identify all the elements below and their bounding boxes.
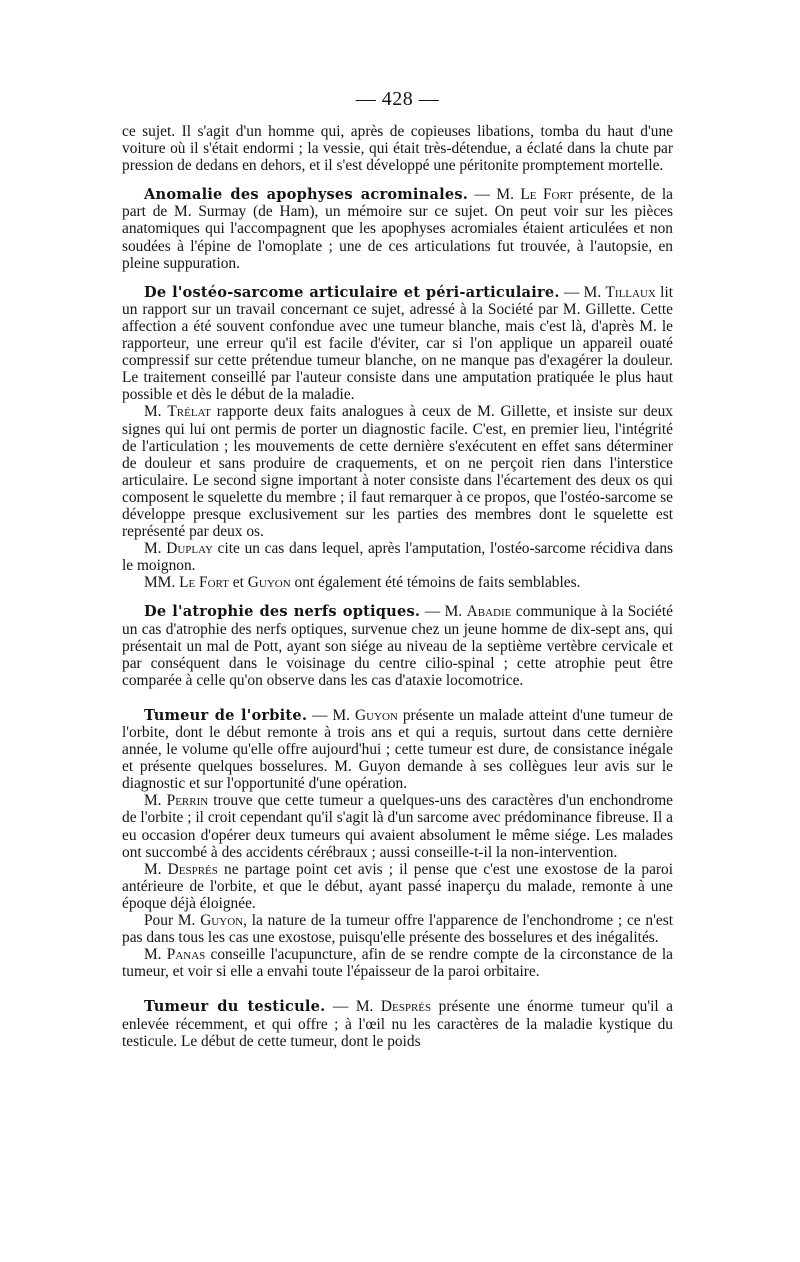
- paragraph-p8: [122, 707, 673, 792]
- paragraph-p4: [122, 403, 673, 540]
- person-name: Le Fort: [179, 574, 229, 592]
- body-text: lit un rapport sur un travail concernant ce sujet, adressé à la Société par M. Gillette. Cette affection a été souvent confondue avec une tumeur blanche, mais c'est là, d'après M. le rapporteur, une erreur qu'il est facile d'éviter, car si l'on applique un appareil ouaté compressif sur cette prétendue tumeur blanche, on ne manque pas d'exagérer la douleur. Le traitement conseillé par l'auteur consiste dans une amputation pratiquée le plus haut possible et dès le début de la maladie.: [122, 283, 673, 404]
- body-text: ont également été témoins de faits semblables.: [290, 574, 581, 592]
- body-text: conseille l'acupuncture, afin de se rendre compte de la circonstance de la tumeur, et voir si elle a envahi toute l'épaisseur de la paroi orbitaire.: [122, 946, 673, 981]
- body-text: et: [228, 574, 248, 592]
- person-name: Duplay: [166, 540, 213, 558]
- person-name: Abadie: [466, 603, 512, 621]
- text-body: [122, 123, 673, 1050]
- body-text: ce sujet. Il s'agit d'un homme qui, après de copieuses libations, tomba du haut d'une voiture où il s'était endormi ; la vessie, qui était très-détendue, a éclaté dans la chute par pression de dedans en dehors, et il s'est développé une péritonite promptement mortelle.: [122, 123, 673, 175]
- person-name: Guyon: [354, 706, 398, 724]
- body-text: M.: [144, 792, 167, 810]
- paragraph-p1: [122, 123, 673, 174]
- paragraph-p7: [122, 603, 673, 688]
- body-text: M.: [144, 946, 167, 964]
- book-page: [122, 88, 673, 1050]
- body-text: M.: [144, 540, 167, 558]
- body-text: présente, de la part de M. Surmay (de Ham), un mémoire sur ce sujet. On peut voir sur les pièces anatomiques qui l'accompagnent que les apophyses acromiales étaient articulées et non soudées à l'épine de l'omoplate ; une de ces articulations fut trouvée, à l'autopsie, en pleine suppuration.: [122, 186, 674, 272]
- body-text: — M.: [325, 998, 381, 1016]
- paragraph-p9: [122, 792, 673, 860]
- person-name: Tillaux: [605, 283, 656, 301]
- section-heading: Tumeur du testicule.: [144, 998, 326, 1016]
- body-text: , la nature de la tumeur offre l'apparence de l'enchondrome ; ce n'est pas dans tous les cas une exostose, puisqu'elle présente des bosselures et des inégalités.: [122, 912, 673, 947]
- paragraph-p2: [122, 186, 673, 271]
- body-text: ne partage point cet avis ; il pense que c'est une exostose de la paroi antérieure de l'orbite, et que le début, ayant passé inaperçu du malade, remonte à une époque déjà éloignée.: [122, 860, 674, 912]
- section-heading: De l'ostéo-sarcome articulaire et péri-articulaire.: [144, 283, 560, 301]
- paragraph-p12: [122, 946, 673, 980]
- person-name: Perrin: [166, 792, 209, 810]
- body-text: présente un malade atteint d'une tumeur de l'orbite, dont le début remonte à trois ans et qui a requis, surtout dans cette dernière année, le volume qu'elle offre aujourd'hui ; cette tumeur est dure, de consistance inégale et présente quelques bosselures. M. Guyon demande à ses collègues leur avis sur le diagnostic et sur l'opportunité d'une opération.: [122, 706, 673, 793]
- paragraph-p3: [122, 284, 673, 404]
- body-text: cite un cas dans lequel, après l'amputation, l'ostéo-sarcome récidiva dans le moignon.: [122, 540, 673, 575]
- paragraph-p6: [122, 574, 673, 591]
- section-heading: Anomalie des apophyses acrominales.: [144, 186, 469, 204]
- body-text: MM.: [144, 574, 180, 592]
- body-text: rapporte deux faits analogues à ceux de M. Gillette, et insiste sur deux signes qui lui ont permis de porter un diagnostic facile. C'est, en premier lieu, l'intégrité de l'articulation ; les mouvements de cette dernière s'exécutent en effet sans déterminer de douleur et sans produire de craquements, et on ne perçoit rien dans l'interstice articulaire. Le second signe important à noter consiste dans l'écartement des deux os qui composent le squelette du membre ; il faut remarquer à ce propos, que l'ostéo-sarcome se développe presque exclusivement sur les parties des membres dont le squelette est représenté par deux os.: [122, 403, 673, 541]
- body-text: trouve que cette tumeur a quelques-uns des caractères d'un enchondrome de l'orbite ; il croit cependant qu'il s'agit là d'un sarcome avec prédominance fibreuse. Il a eu occasion d'opérer deux tumeurs qui avaient absolument le même siége. Les malades ont succombé à des accidents cérébraux ; aussi conseille-t-il la non-intervention.: [122, 792, 674, 861]
- person-name: Després: [380, 998, 432, 1016]
- body-text: communique à la Société un cas d'atrophie des nerfs optiques, survenue chez un jeune homme de dix-sept ans, qui présentait un mal de Pott, ayant son siége au niveau de la septième vertèbre cervicale et par conséquent dans le voisinage du centre cilio-spinal ; cette atrophie peut être comparée à celle qu'on observe dans les cas d'ataxie locomotrice.: [122, 603, 673, 689]
- person-name: Guyon: [247, 574, 291, 592]
- section-heading: De l'atrophie des nerfs optiques.: [144, 603, 421, 621]
- person-name: Le Fort: [520, 186, 573, 204]
- body-text: — M.: [420, 603, 467, 621]
- paragraph-p5: [122, 540, 673, 574]
- body-text: présente une énorme tumeur qu'il a enlevée récemment, et qui offre ; à l'œil nu les caractères de la maladie kystique du testicule. Le début de cette tumeur, dont le poids: [122, 998, 673, 1050]
- body-text: — M.: [307, 706, 355, 724]
- person-name: Panas: [166, 946, 206, 964]
- person-name: Guyon: [200, 912, 244, 930]
- paragraph-p13: [122, 998, 673, 1049]
- body-text: — M.: [559, 283, 606, 301]
- person-name: Trélat: [167, 403, 211, 421]
- paragraph-p11: [122, 912, 673, 946]
- body-text: Pour M.: [144, 912, 201, 930]
- person-name: Després: [167, 860, 218, 878]
- body-text: — M.: [468, 186, 521, 204]
- body-text: M.: [144, 403, 168, 421]
- body-text: M.: [144, 860, 168, 878]
- paragraph-p10: [122, 861, 673, 912]
- page-number: — 428 —: [355, 88, 440, 110]
- section-heading: Tumeur de l'orbite.: [144, 706, 308, 724]
